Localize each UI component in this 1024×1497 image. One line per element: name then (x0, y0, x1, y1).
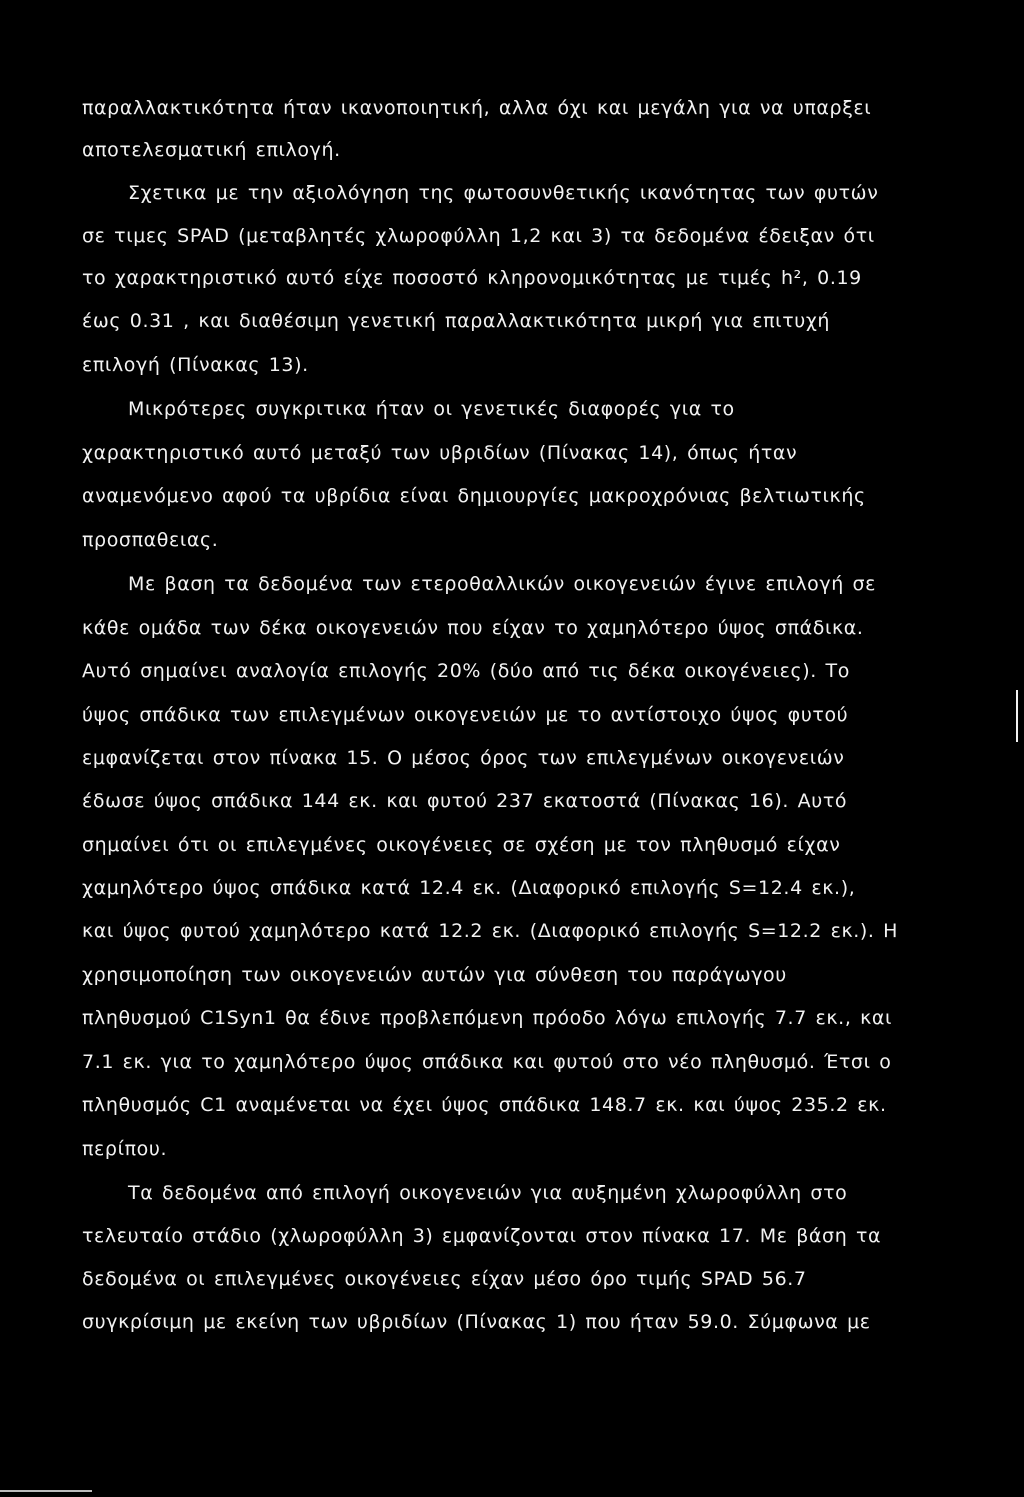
text-line: σημαίνει ότι οι επιλεγμένες οικογένειες σε σχέση με τον πληθυσμό είχαν (82, 834, 841, 856)
text-line: παραλλακτικότητα ήταν ικανοποιητική, αλλα όχι και μεγάλη για να υπαρξει (82, 97, 872, 119)
text-line: προσπαθειας. (82, 529, 219, 551)
scan-edge-rule (0, 1490, 92, 1492)
text-line: ύψος σπάδικα των επιλεγμένων οικογενειών με το αντίστοιχο ύψος φυτού (82, 704, 849, 726)
text-line: Σχετικα με την αξιολόγηση της φωτοσυνθετικής ικανότητας των φυτών (128, 182, 879, 204)
text-line: πληθυσμός C1 αναμένεται να έχει ύψος σπάδικα 148.7 εκ. και ύψος 235.2 εκ. (82, 1094, 887, 1116)
text-line: περίπου. (82, 1138, 168, 1160)
text-line: και ύψος φυτού χαμηλότερο κατά 12.2 εκ. (Διαφορικό επιλογής S=12.2 εκ.). Η (82, 920, 899, 942)
text-line: χρησιμοποίηση των οικογενειών αυτών για σύνθεση του παράγωγου (82, 964, 787, 986)
text-line: Αυτό σημαίνει αναλογία επιλογής 20% (δύο από τις δέκα οικογένειες). Το (82, 660, 850, 682)
text-line: χαρακτηριστικό αυτό μεταξύ των υβριδίων (Πίνακας 14), όπως ήταν (82, 442, 798, 464)
text-line: έδωσε ύψος σπάδικα 144 εκ. και φυτού 237 εκατοστά (Πίνακας 16). Αυτό (82, 790, 848, 812)
text-line: αποτελεσματική επιλογή. (82, 139, 341, 161)
text-line: επιλογή (Πίνακας 13). (82, 354, 309, 376)
text-line: Με βαση τα δεδομένα των ετεροθαλλικών οικογενειών έγινε επιλογή σε (128, 573, 877, 595)
text-line: έως 0.31 , και διαθέσιμη γενετική παραλλακτικότητα μικρή για επιτυχή (82, 310, 831, 332)
text-line: τελευταίο στάδιο (χλωροφύλλη 3) εμφανίζονται στον πίνακα 17. Με βάση τα (82, 1225, 882, 1247)
text-line: το χαρακτηριστικό αυτό είχε ποσοστό κληρονομικότητας με τιμές h², 0.19 (82, 267, 862, 289)
text-line: 7.1 εκ. για το χαμηλότερο ύψος σπάδικα και φυτού στο νέο πληθυσμό. Έτσι ο (82, 1051, 892, 1073)
text-line: χαμηλότερο ύψος σπάδικα κατά 12.4 εκ. (Διαφορικό επιλογής S=12.4 εκ.), (82, 877, 856, 899)
text-line: δεδομένα οι επιλεγμένες οικογένειες είχαν μέσο όρο τιμής SPAD 56.7 (82, 1268, 807, 1290)
text-line: πληθυσμού C1Syn1 θα έδινε προβλεπόμενη πρόοδο λόγω επιλογής 7.7 εκ., και (82, 1007, 893, 1029)
text-line: κάθε ομάδα των δέκα οικογενειών που είχαν το χαμηλότερο ύψος σπάδικα. (82, 617, 864, 639)
text-line: εμφανίζεται στον πίνακα 15. Ο μέσος όρος των επιλεγμένων οικογενειών (82, 747, 845, 769)
text-line: Τα δεδομένα από επιλογή οικογενειών για αυξημένη χλωροφύλλη στο (128, 1182, 848, 1204)
text-line: Μικρότερες συγκριτικα ήταν οι γενετικές διαφορές για το (128, 398, 735, 420)
text-line: αναμενόμενο αφού τα υβρίδια είναι δημιουργίες μακροχρόνιας βελτιωτικής (82, 485, 866, 507)
text-line: σε τιμες SPAD (μεταβλητές χλωροφύλλη 1,2 και 3) τα δεδομένα έδειξαν ότι (82, 225, 875, 247)
text-line: συγκρίσιμη με εκείνη των υβριδίων (Πίνακας 1) που ήταν 59.0. Σύμφωνα με (82, 1311, 871, 1333)
margin-rule (1016, 690, 1018, 742)
